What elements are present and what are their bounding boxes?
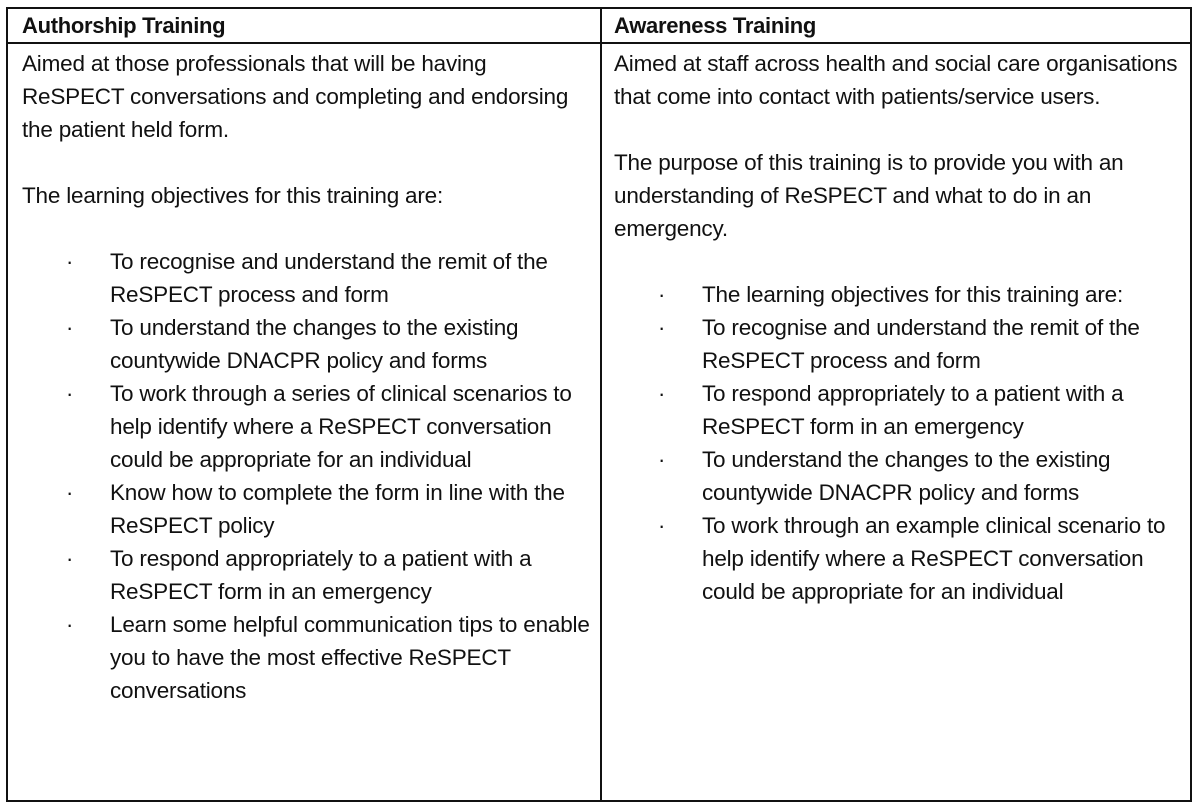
bullet-icon: · (66, 612, 74, 637)
list-item: · To understand the changes to the existing countywide DNACPR policy and forms (702, 443, 1184, 509)
awareness-intro: Aimed at staff across health and social care organisations that come into contact with patients/service users. (614, 51, 1178, 109)
awareness-lead: The purpose of this training is to provide you with an understanding of ReSPECT and what to do in an emergency. (614, 150, 1124, 241)
list-item: · The learning objectives for this training are: (702, 278, 1184, 311)
authorship-objectives (22, 245, 592, 707)
list-item: · To respond appropriately to a patient with a ReSPECT form in an emergency (702, 377, 1184, 443)
awareness-cell (614, 47, 1184, 608)
bullet-icon: · (66, 546, 74, 571)
authorship-intro: Aimed at those professionals that will be having ReSPECT conversations and completing and endorsing the patient held form. (22, 51, 569, 142)
bullet-icon: · (658, 513, 666, 538)
authorship-cell (22, 47, 592, 707)
bullet-icon: · (658, 447, 666, 472)
list-item: · To work through an example clinical scenario to help identify where a ReSPECT conversation could be appropriate for an individual (702, 509, 1184, 608)
awareness-objectives (614, 278, 1184, 608)
bullet-icon: · (658, 282, 666, 307)
authorship-heading: Authorship Training (22, 13, 226, 38)
authorship-lead: The learning objectives for this training are: (22, 183, 444, 208)
list-item: · To recognise and understand the remit of the ReSPECT process and form (110, 245, 592, 311)
list-item: · To respond appropriately to a patient with a ReSPECT form in an emergency (110, 542, 592, 608)
bullet-icon: · (658, 381, 666, 406)
list-item: · Know how to complete the form in line with the ReSPECT policy (110, 476, 592, 542)
bullet-icon: · (66, 480, 74, 505)
list-item: · To work through a series of clinical scenarios to help identify where a ReSPECT conversation could be appropriate for an individual (110, 377, 592, 476)
awareness-heading: Awareness Training (614, 13, 817, 38)
list-item: · To recognise and understand the remit of the ReSPECT process and form (702, 311, 1184, 377)
training-comparison-table (6, 7, 1192, 802)
header-divider (8, 42, 1190, 44)
column-divider (600, 9, 602, 800)
list-item: · To understand the changes to the existing countywide DNACPR policy and forms (110, 311, 592, 377)
bullet-icon: · (66, 381, 74, 406)
bullet-icon: · (66, 249, 74, 274)
bullet-icon: · (66, 315, 74, 340)
list-item: · Learn some helpful communication tips to enable you to have the most effective ReSPECT conversations (110, 608, 592, 707)
bullet-icon: · (658, 315, 666, 340)
